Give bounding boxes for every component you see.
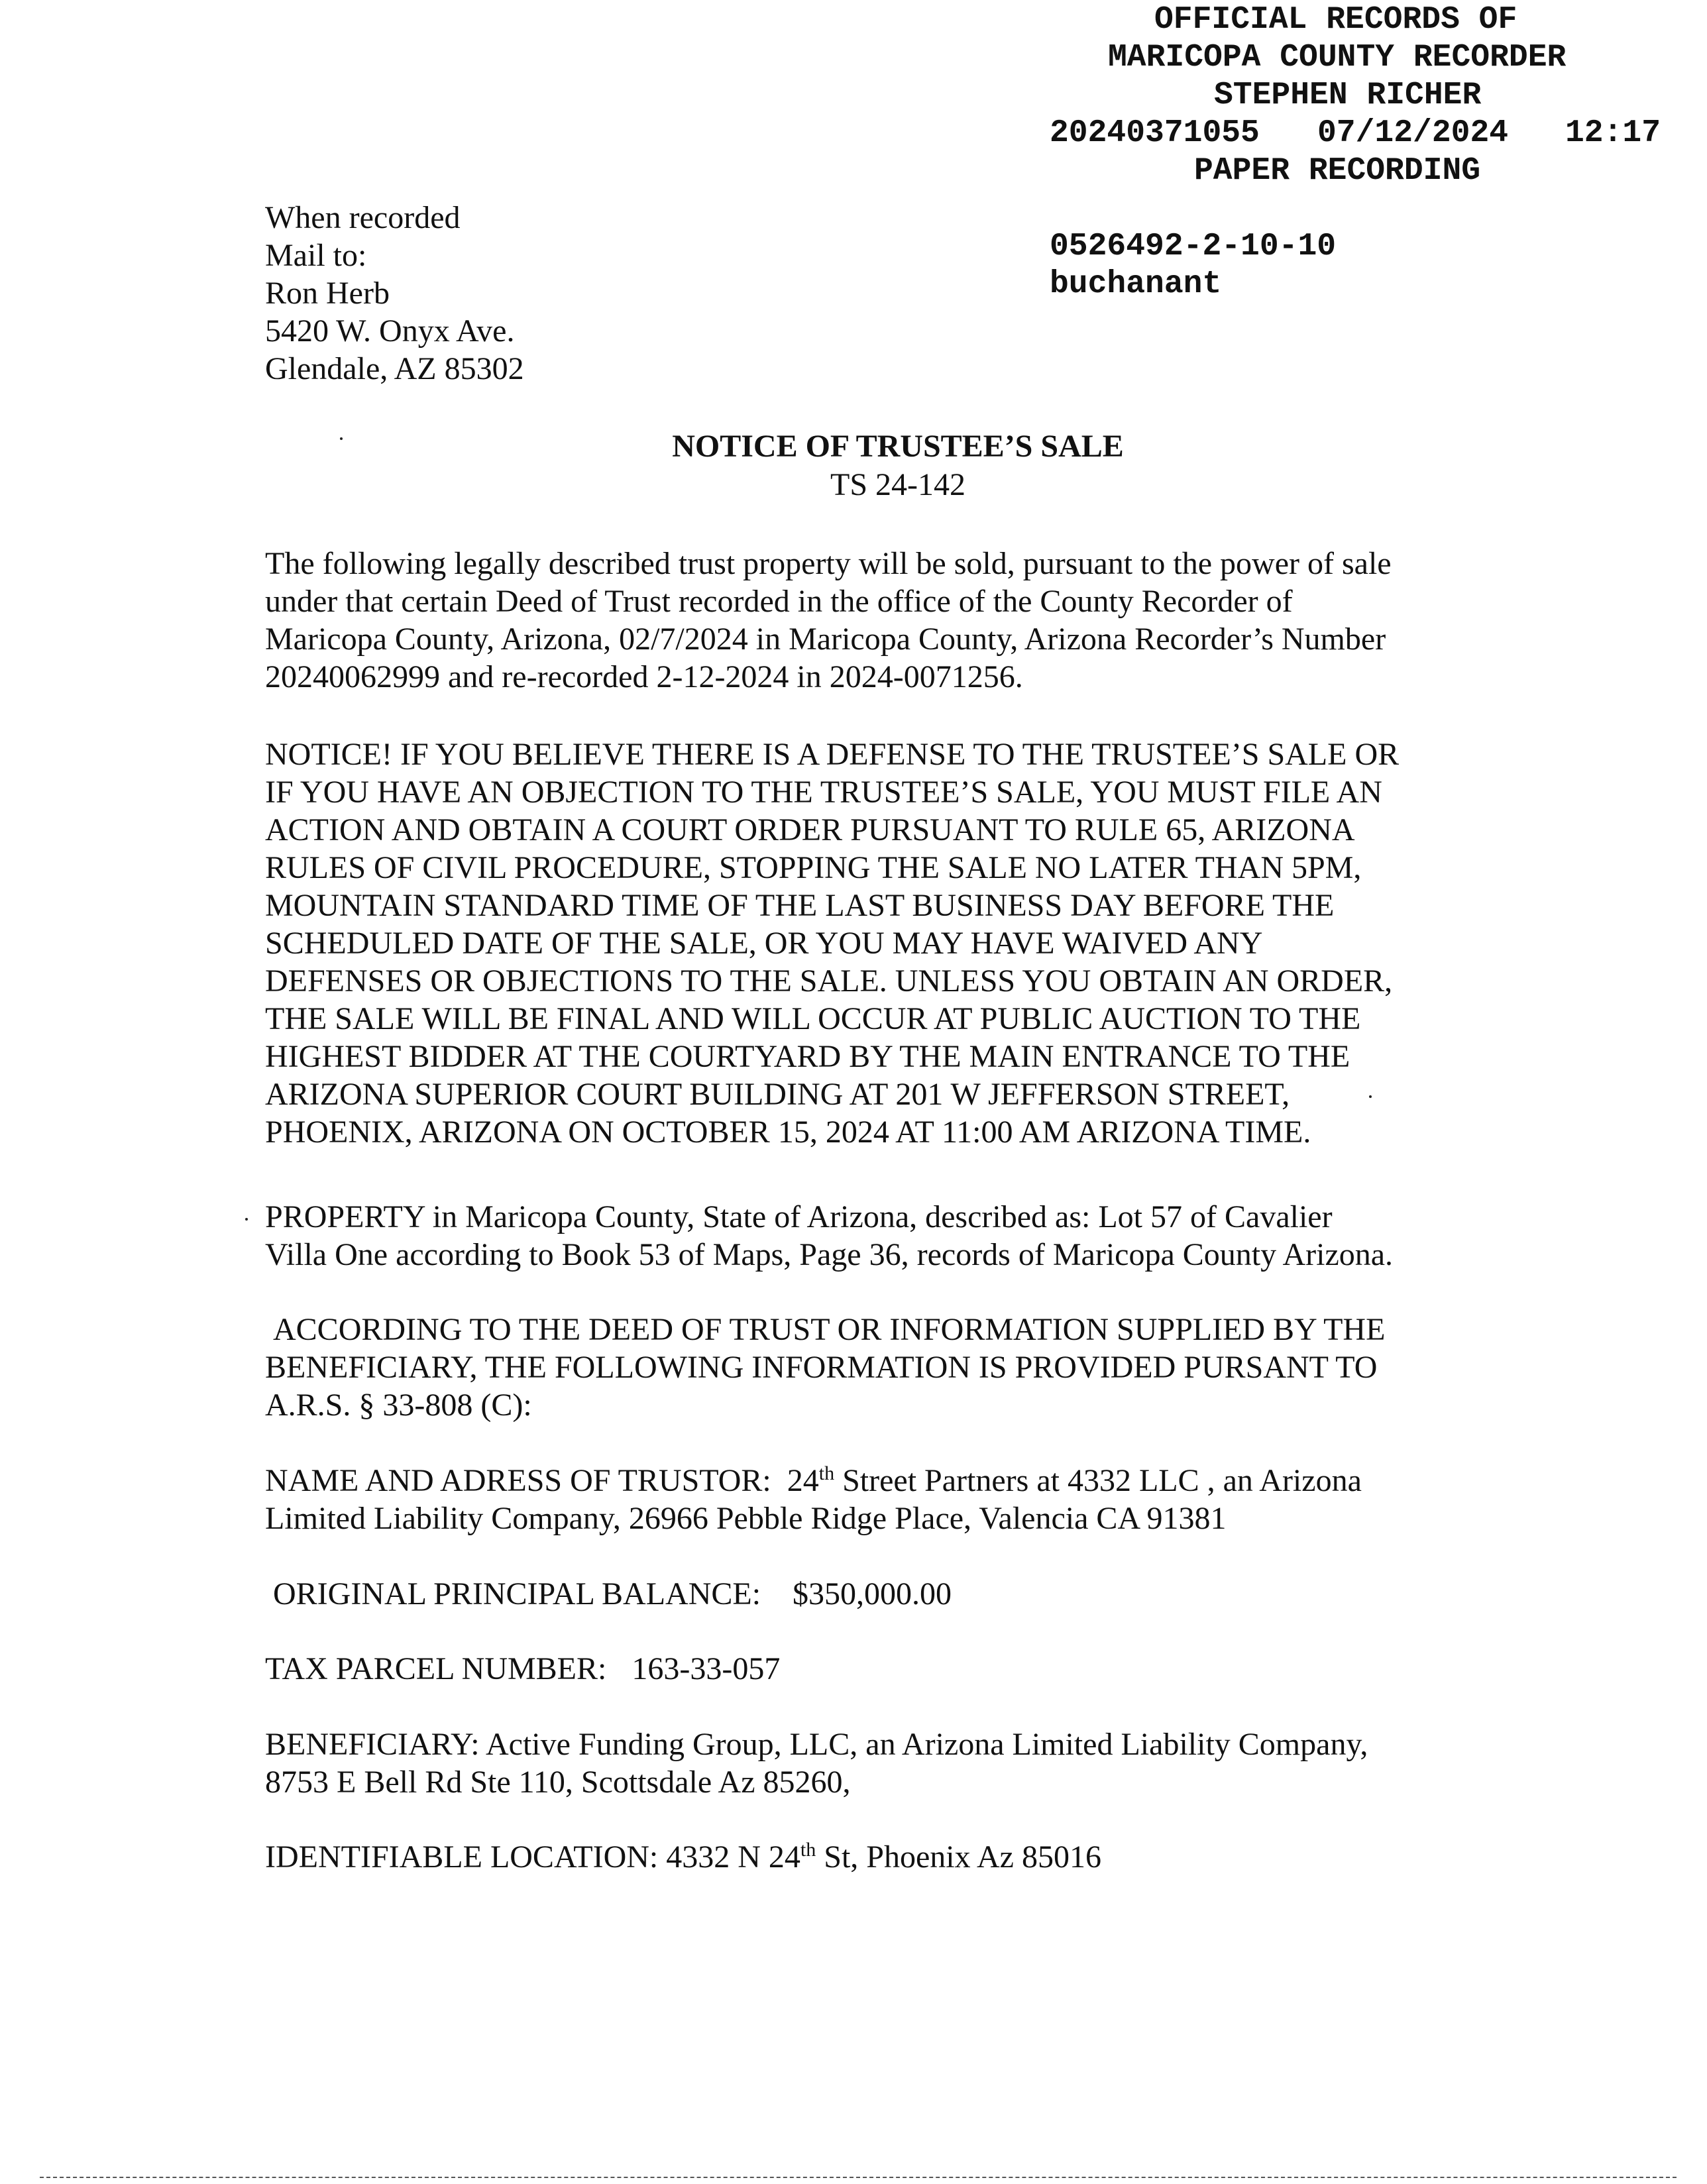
intro-line: Maricopa County, Arizona, 02/7/2024 in Maricopa County, Arizona Recorder’s Number (265, 622, 1386, 657)
stamp-recording-type: PAPER RECORDING (1194, 153, 1481, 189)
principal-line (273, 1575, 1486, 1613)
document-title: NOTICE OF TRUSTEE’S SALE (672, 429, 1124, 464)
return-line-1: When recorded (265, 200, 461, 235)
stamp-ref-code: 0526492-2-10-10 (1050, 229, 1337, 264)
notice-line: HIGHEST BIDDER AT THE COURTYARD BY THE MAIN ENTRANCE TO THE (265, 1039, 1350, 1074)
stamp-date: 07/12/2024 (1317, 115, 1509, 151)
return-address (265, 199, 524, 388)
return-line-2: Mail to: (265, 238, 367, 273)
tax-parcel-value: 163-33-057 (632, 1651, 781, 1686)
according-line: ACCORDING TO THE DEED OF TRUST OR INFORMATION SUPPLIED BY THE (273, 1312, 1386, 1347)
recording-stamp (0, 0, 1707, 311)
trustor-paragraph (265, 1462, 1478, 1537)
return-name: Ron Herb (265, 276, 390, 311)
intro-line: The following legally described trust property will be sold, pursuant to the power of sale (265, 546, 1392, 581)
trustor-line-2: Limited Liability Company, 26966 Pebble Ridge Place, Valencia CA 91381 (265, 1501, 1227, 1536)
property-paragraph (265, 1198, 1478, 1274)
stamp-line-1: OFFICIAL RECORDS OF (1154, 2, 1517, 38)
notice-line: ACTION AND OBTAIN A COURT ORDER PURSUANT TO RULE 65, ARIZONA (265, 812, 1355, 847)
notice-line: NOTICE! IF YOU BELIEVE THERE IS A DEFENSE TO THE TRUSTEE’S SALE OR (265, 737, 1400, 772)
according-line: BENEFICIARY, THE FOLLOWING INFORMATION IS PROVIDED PURSANT TO (265, 1350, 1378, 1385)
beneficiary-line: BENEFICIARY: Active Funding Group, LLC, an Arizona Limited Liability Company, (265, 1727, 1368, 1762)
notice-paragraph (265, 736, 1478, 1151)
location-text: IDENTIFIABLE LOCATION: 4332 N 24 (265, 1839, 800, 1875)
trustor-street-number: 24 (787, 1463, 819, 1498)
intro-line: under that certain Deed of Trust recorded in the office of the County Recorder of (265, 584, 1293, 619)
principal-label: ORIGINAL PRINCIPAL BALANCE: (273, 1576, 761, 1611)
beneficiary-line: 8753 E Bell Rd Ste 110, Scottsdale Az 85260, (265, 1765, 851, 1800)
tax-parcel-line (265, 1650, 1478, 1688)
speck (245, 1218, 248, 1221)
notice-line: SCHEDULED DATE OF THE SALE, OR YOU MAY HAVE WAIVED ANY (265, 926, 1263, 961)
stamp-time: 12:17 (1565, 115, 1661, 151)
stamp-clerk: buchanant (1050, 266, 1222, 302)
trustor-name: Street Partners at 4332 LLC , an Arizona (834, 1463, 1362, 1498)
trustor-line-1 (265, 1462, 1478, 1500)
property-line: PROPERTY in Maricopa County, State of Arizona, described as: Lot 57 of Cavalier (265, 1199, 1333, 1234)
stamp-line-2: MARICOPA COUNTY RECORDER (1108, 40, 1567, 76)
location-rest: St, Phoenix Az 85016 (816, 1839, 1101, 1875)
notice-line: MOUNTAIN STANDARD TIME OF THE LAST BUSINESS DAY BEFORE THE (265, 888, 1335, 923)
notice-line: RULES OF CIVIL PROCEDURE, STOPPING THE SALE NO LATER THAN 5PM, (265, 850, 1362, 885)
location-ordinal: th (800, 1839, 816, 1861)
trustor-ordinal: th (818, 1462, 835, 1484)
return-street: 5420 W. Onyx Ave. (265, 313, 515, 349)
stamp-line-3: STEPHEN RICHER (1214, 78, 1482, 113)
intro-paragraph (265, 545, 1478, 696)
property-line: Villa One according to Book 53 of Maps, Page 36, records of Maricopa County Arizona. (265, 1237, 1394, 1272)
return-city: Glendale, AZ 85302 (265, 351, 524, 386)
intro-line: 20240062999 and re-recorded 2-12-2024 in 2024-0071256. (265, 659, 1023, 694)
trustor-label: NAME AND ADRESS OF TRUSTOR: (265, 1463, 771, 1498)
location-line (265, 1838, 1478, 1876)
notice-line: PHOENIX, ARIZONA ON OCTOBER 15, 2024 AT 11:00 AM ARIZONA TIME. (265, 1115, 1311, 1150)
notice-line: ARIZONA SUPERIOR COURT BUILDING AT 201 W JEFFERSON STREET, (265, 1077, 1290, 1112)
ts-number: TS 24-142 (830, 467, 965, 502)
notice-line: DEFENSES OR OBJECTIONS TO THE SALE. UNLESS YOU OBTAIN AN ORDER, (265, 963, 1393, 999)
principal-value: $350,000.00 (793, 1576, 952, 1611)
scan-edge-line (40, 2177, 1677, 2178)
speck (1369, 1095, 1372, 1098)
notice-line: THE SALE WILL BE FINAL AND WILL OCCUR AT PUBLIC AUCTION TO THE (265, 1001, 1361, 1036)
notice-line: IF YOU HAVE AN OBJECTION TO THE TRUSTEE’S SALE, YOU MUST FILE AN (265, 775, 1382, 810)
tax-parcel-label: TAX PARCEL NUMBER: (265, 1651, 607, 1686)
beneficiary-paragraph (265, 1725, 1478, 1801)
according-paragraph (265, 1311, 1486, 1424)
stamp-record-number: 20240371055 (1050, 115, 1260, 151)
according-line: A.R.S. § 33-808 (C): (265, 1388, 532, 1423)
